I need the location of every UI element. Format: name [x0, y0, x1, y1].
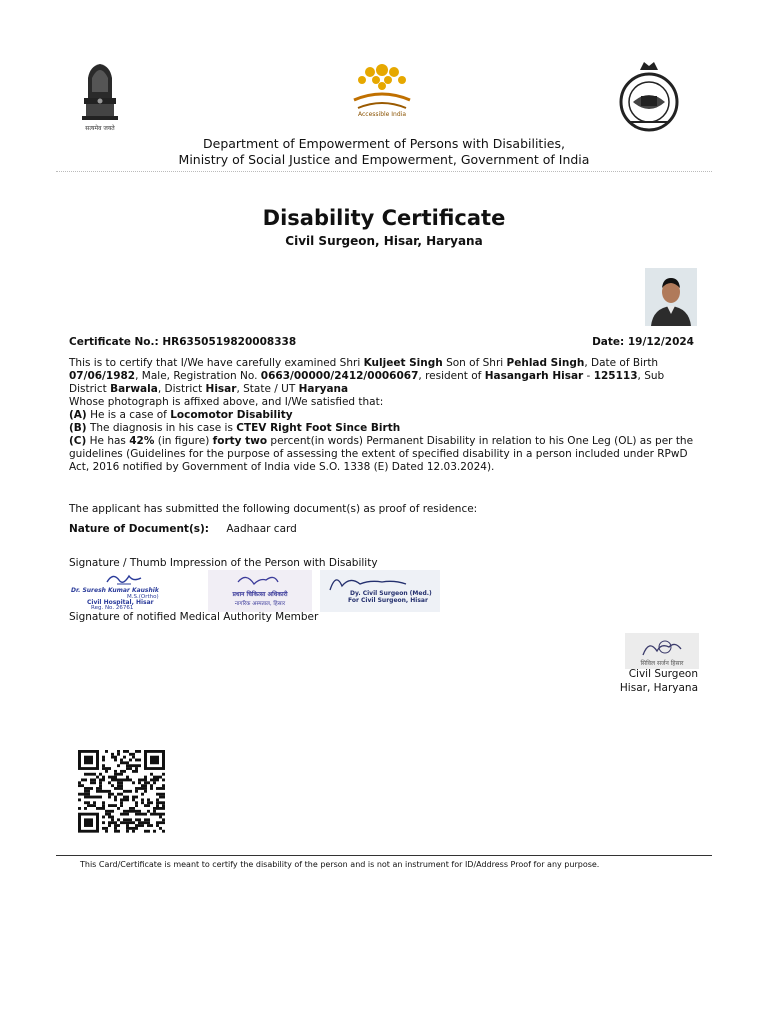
district: Hisar [205, 383, 237, 395]
certification-paragraph: This is to certify that I/We have carefully examined Shri Kuljeet Singh Son of Shri Pehlad Singh, Date of Birth 07/06/1982, Male, Registration No. 0663/00000/2412/0006067, resident of Hasangarh Hisar - 125113, Sub District Barwala, District Hisar, State / UT Haryana [69, 357, 665, 395]
clause-c: (C) He has 42% (in figure) forty two percent(in words) Permanent Disability in relation to his One Leg (OL) as per the guidelines (Guidelines for the purpose of assessing the extent of specified disability in a person included under RPwD Act, 2016 notified by Government of India vide S.O. 1338 (E) Dated 12.03.2024). [69, 435, 694, 473]
haryana-seal-icon [618, 58, 680, 136]
documents-value: Aadhaar card [226, 523, 297, 535]
medical-member-signature-2: प्रधान चिकित्सा अधिकारी नागरिक अस्पताल, हिसार [208, 570, 312, 612]
certificate-number-label: Certificate No.: [69, 336, 159, 348]
clause-b: (B) The diagnosis in his case is CTEV Right Foot Since Birth [69, 422, 401, 434]
date-of-birth: 07/06/1982 [69, 370, 136, 382]
date-value: 19/12/2024 [627, 336, 694, 348]
date-label: Date: [592, 336, 625, 348]
national-emblem-icon [76, 58, 124, 134]
nature-of-documents [69, 523, 297, 535]
applicant-photo [645, 268, 697, 326]
diagnosis: CTEV Right Foot Since Birth [236, 422, 401, 434]
department-header [0, 136, 768, 168]
clause-a: (A) He is a case of Locomotor Disability [69, 409, 293, 421]
photo-affixed-line: Whose photograph is affixed above, and I/We satisfied that: [69, 396, 384, 408]
sub-district: Barwala [110, 383, 158, 395]
medical-member-signature-1: Dr. Suresh Kumar Kaushik M.S.(Ortho) Civil Hospital, Hisar Reg. No. 26761 [69, 570, 187, 612]
department-line-1: Department of Empowerment of Persons with Disabilities, [203, 136, 565, 151]
disability-percent: 42% [129, 435, 155, 447]
footer-disclaimer: This Card/Certificate is meant to certify the disability of the person and is not an instrument for ID/Address Proof for any purpose. [80, 860, 600, 869]
certificate-number [69, 336, 296, 348]
accessible-india-logo-icon [346, 58, 418, 118]
department-line-2: Ministry of Social Justice and Empowerment, Government of India [178, 152, 590, 167]
civil-surgeon-title: Civil Surgeon [628, 668, 698, 680]
certificate-body [69, 357, 699, 474]
person-name: Kuljeet Singh [363, 357, 443, 369]
civil-surgeon-place: Hisar, Haryana [619, 682, 698, 694]
applicant-signature-label: Signature / Thumb Impression of the Person with Disability [69, 557, 378, 569]
emblem-motto: सत्यमेव जयते [85, 125, 115, 132]
documents-intro: The applicant has submitted the following document(s) as proof of residence: [69, 503, 478, 515]
issuer-subtitle: Civil Surgeon, Hisar, Haryana [285, 234, 483, 248]
resident-address: Hasangarh Hisar [484, 370, 584, 382]
footer-divider [56, 855, 712, 856]
certificate-number-value: HR6350519820008338 [162, 336, 297, 348]
page-title: Disability Certificate [262, 206, 506, 230]
header-divider [56, 171, 712, 172]
certificate-date [592, 336, 694, 348]
disability-type: Locomotor Disability [170, 409, 293, 421]
qr-code-icon [78, 750, 168, 836]
civil-surgeon-designation [620, 667, 698, 695]
svg-text:Accessible India: Accessible India [357, 111, 407, 118]
father-name: Pehlad Singh [506, 357, 585, 369]
disability-percent-words: forty two [212, 435, 268, 447]
state: Haryana [298, 383, 349, 395]
civil-surgeon-signature: सिविल सर्जन हिसार [625, 633, 699, 669]
pincode: 125113 [593, 370, 638, 382]
registration-number: 0663/00000/2412/0006067 [260, 370, 419, 382]
medical-authority-signature-label: Signature of notified Medical Authority Member [69, 611, 319, 623]
documents-label: Nature of Document(s): [69, 523, 209, 535]
medical-member-signature-3: Dy. Civil Surgeon (Med.) For Civil Surgeon, Hisar [320, 570, 440, 612]
